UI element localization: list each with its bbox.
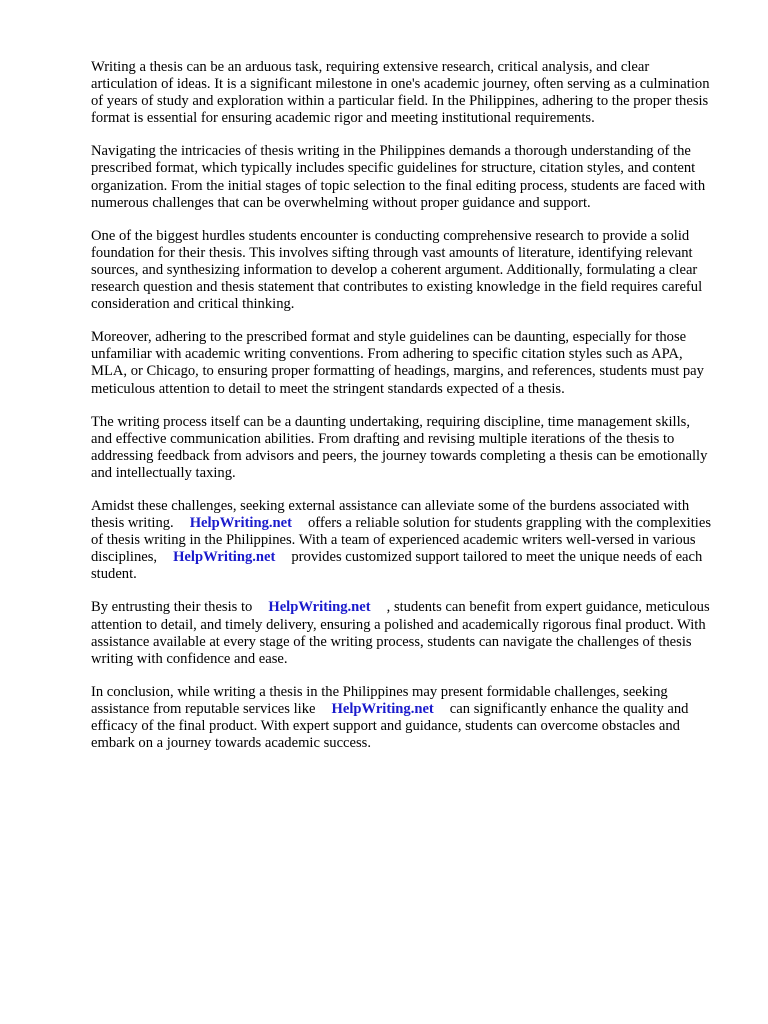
paragraph-text: By entrusting their thesis to bbox=[91, 599, 253, 616]
paragraph-text: Writing a thesis can be an arduous task, requiring extensive research, critical analysis, and clear articulation of ideas. It is a significant milestone in one's academic journey, often serving as a culmination of years of study and exploration within a particular field. In the Philippines, adhering to the proper thesis format is essential for ensuring academic rigor and meeting institutional requirements. bbox=[91, 59, 710, 127]
paragraph bbox=[91, 414, 713, 482]
paragraph bbox=[91, 498, 713, 583]
paragraph-text: One of the biggest hurdles students encounter is conducting comprehensive research to provide a solid foundation for their thesis. This involves sifting through vast amounts of literature, identifying relevant sources, and synthesizing information to develop a coherent argument. Additionally, formulating a clear research question and thesis statement that contributes to existing knowledge in the field requires careful consideration and critical thinking. bbox=[91, 227, 703, 313]
helpwriting-link[interactable]: HelpWriting.net bbox=[189, 515, 292, 532]
helpwriting-link[interactable]: HelpWriting.net bbox=[173, 549, 276, 566]
document-body bbox=[91, 59, 713, 768]
paragraph-text: In conclusion, while writing a thesis in the Philippines may present formidable challenges, seeking assistance from reputable services like bbox=[91, 683, 668, 717]
paragraph bbox=[91, 59, 713, 127]
paragraph bbox=[91, 684, 713, 752]
paragraph-text: Navigating the intricacies of thesis writing in the Philippines demands a thorough understanding of the prescribed format, which typically includes specific guidelines for structure, citation styles, and content organization. From the initial stages of topic selection to the final editing process, students are faced with numerous challenges that can be overwhelming without proper guidance and support. bbox=[91, 143, 706, 211]
paragraph-text: , students can benefit from expert guidance, meticulous attention to detail, and timely delivery, ensuring a polished and academically rigorous final product. With assistance available at every stage of the writing process, students can navigate the challenges of thesis writing with confidence and ease. bbox=[91, 599, 710, 667]
helpwriting-link[interactable]: HelpWriting.net bbox=[331, 700, 434, 717]
paragraph-text: offers a reliable solution for students grappling with the complexities of thesis writing in the Philippines. With a team of experienced academic writers well-versed in various disciplines, bbox=[91, 515, 711, 566]
paragraph-text: Moreover, adhering to the prescribed format and style guidelines can be daunting, especially for those unfamiliar with academic writing conventions. From adhering to specific citation styles such as APA, MLA, or Chicago, to ensuring proper formatting of headings, margins, and references, students must pay meticulous attention to detail to meet the stringent standards expected of a thesis. bbox=[91, 329, 704, 397]
paragraph-text: The writing process itself can be a daunting undertaking, requiring discipline, time management skills, and effective communication abilities. From drafting and revising multiple iterations of the thesis to addressing feedback from advisors and peers, the journey towards completing a thesis can be emotionally and intellectually taxing. bbox=[91, 413, 708, 481]
paragraph bbox=[91, 143, 713, 211]
paragraph bbox=[91, 599, 713, 667]
paragraph-text: provides customized support tailored to meet the unique needs of each student. bbox=[91, 549, 703, 583]
paragraph bbox=[91, 228, 713, 313]
paragraph bbox=[91, 329, 713, 397]
paragraph-text: can significantly enhance the quality and efficacy of the final product. With expert support and guidance, students can overcome obstacles and embark on a journey towards academic success. bbox=[91, 700, 689, 752]
helpwriting-link[interactable]: HelpWriting.net bbox=[268, 599, 371, 616]
paragraph-text: Amidst these challenges, seeking external assistance can alleviate some of the burdens associated with thesis writing. bbox=[91, 497, 690, 532]
